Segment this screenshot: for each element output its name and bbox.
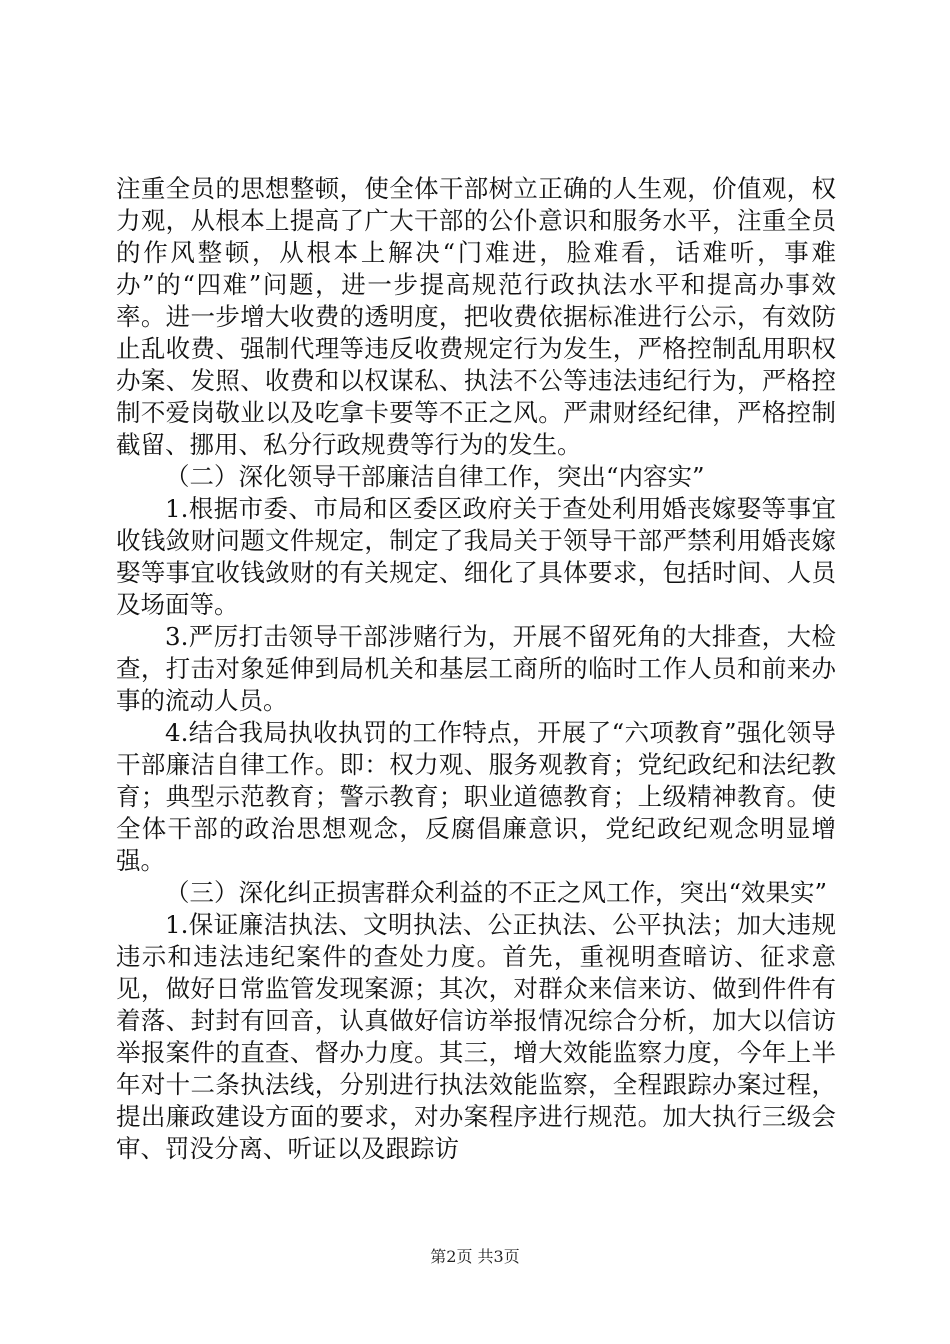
section-heading-2: （二）深化领导干部廉洁自律工作，突出“内容实”	[165, 462, 705, 491]
section-heading-3: （三）深化纠正损害群众利益的不正之风工作，突出“效果实”	[165, 878, 828, 907]
paragraph-continuation: 注重全员的思想整顿，使全体干部树立正确的人生观，价值观，权力观，从根本上提高了广大干部的公仆意识和服务水平，注重全员的作风整顿，从根本上解决“门难进，脸难看，话难听，事难办”的“四难”问题，进一步提高规范行政执法水平和提高办事效率。进一步增大收费的透明度，把收费依据标准进行公示，有效防止乱收费、强制代理等违反收费规定行为发生，严格控制乱用职权办案、发照、收费和以权谋私、执法不公等违法违纪行为，严格控制不爱岗敬业以及吃拿卡要等不正之风。严肃财经纪律，严格控制截留、挪用、私分行政规费等行为的发生。	[116, 174, 836, 459]
page-number-footer: 第2页 共3页	[430, 1247, 520, 1266]
paragraph-item-3: 3.严厉打击领导干部涉赌行为，开展不留死角的大排查，大检查，打击对象延伸到局机关和基层工商所的临时工作人员和前来办事的流动人员。	[116, 622, 836, 715]
paragraph-item-1: 1.根据市委、市局和区委区政府关于查处利用婚丧嫁娶等事宜收钱敛财问题文件规定，制定了我局关于领导干部严禁利用婚丧嫁娶等事宜收钱敛财的有关规定、细化了具体要求，包括时间、人员及场面等。	[116, 494, 836, 619]
document-body	[116, 173, 836, 1165]
paragraph-item-4: 4.结合我局执收执罚的工作特点，开展了“六项教育”强化领导干部廉洁自律工作。即：权力观、服务观教育；党纪政纪和法纪教育；典型示范教育；警示教育；职业道德教育；上级精神教育。使全体干部的政治思想观念，反腐倡廉意识，党纪政纪观念明显增强。	[116, 718, 836, 875]
paragraph-item-1-section-3: 1.保证廉洁执法、文明执法、公正执法、公平执法；加大违规违示和违法违纪案件的查处力度。首先，重视明查暗访、征求意见，做好日常监管发现案源；其次，对群众来信来访、做到件件有着落、封封有回音，认真做好信访举报情况综合分析，加大以信访举报案件的直查、督办力度。其三，增大效能监察力度，今年上半年对十二条执法线，分别进行执法效能监察，全程跟踪办案过程，提出廉政建设方面的要求，对办案程序进行规范。加大执行三级会审、罚没分离、听证以及跟踪访	[116, 910, 836, 1163]
